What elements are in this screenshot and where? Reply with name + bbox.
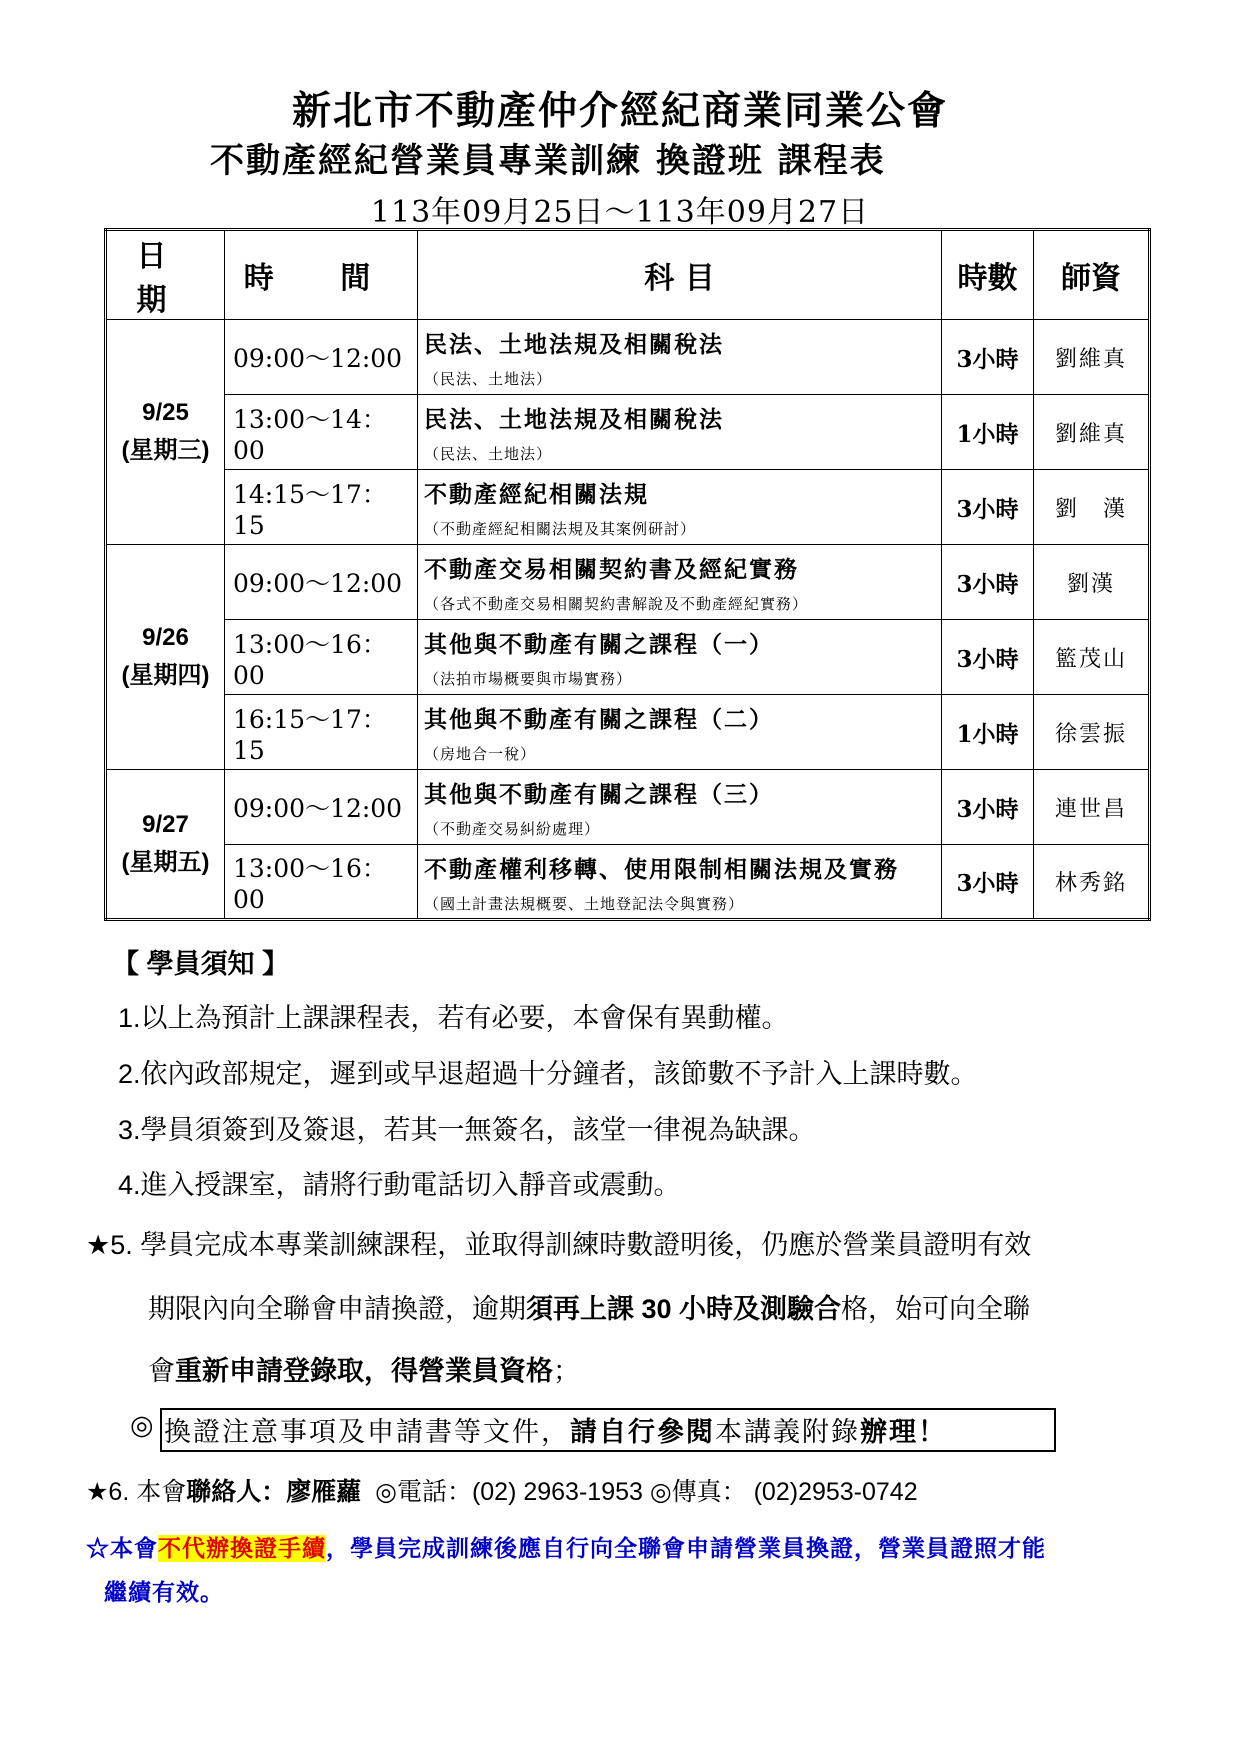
time-cell: 16:15～17：15 (225, 695, 418, 770)
time-cell: 13:00～14：00 (225, 395, 418, 470)
header-teacher: 師資 (1034, 230, 1150, 320)
header-date: 日 期 (106, 230, 225, 320)
notice-item: 2.依內政部規定，遲到或早退超過十分鐘者，該節數不予計入上課時數。 (118, 1059, 978, 1089)
time-cell: 13:00～16：00 (225, 845, 418, 920)
footer-highlight: 不代辦換證手續 (158, 1535, 326, 1562)
teacher-cell: 籃茂山 (1034, 620, 1150, 695)
notice-item: 1.以上為預計上課課程表，若有必要，本會保有異動權。 (118, 1003, 789, 1033)
subject-cell: 不動產權利移轉、使用限制相關法規及實務 （國土計畫法規概要、土地登記法令與實務） (418, 845, 942, 920)
notice-item: 3.學員須簽到及簽退，若其一無簽名，該堂一律視為缺課。 (118, 1115, 816, 1145)
notice-item: 4.進入授課室，請將行動電話切入靜音或震動。 (118, 1170, 681, 1200)
table-row (106, 845, 1150, 920)
day-cell: 9/27 (星期五) (106, 770, 225, 920)
hours-cell: 1小時 (942, 395, 1034, 470)
teacher-cell: 林秀銘 (1034, 845, 1150, 920)
table-row (106, 620, 1150, 695)
subject-cell: 不動產交易相關契約書及經紀實務 （各式不動產交易相關契約書解說及不動產經紀實務） (418, 545, 942, 620)
time-cell: 09:00～12:00 (225, 320, 418, 395)
teacher-cell: 連世昌 (1034, 770, 1150, 845)
circle-bullet: ◎ (130, 1410, 154, 1440)
table-row (106, 395, 1150, 470)
time-cell: 14:15～17：15 (225, 470, 418, 545)
notice-item-5-line3: 會重新申請登錄取，得營業員資格； (148, 1356, 580, 1386)
table-header-row (106, 230, 1150, 320)
teacher-cell: 劉 漢 (1034, 470, 1150, 545)
table-row (106, 320, 1150, 395)
table-row (106, 695, 1150, 770)
teacher-cell: 劉維真 (1034, 395, 1150, 470)
day-cell: 9/26 (星期四) (106, 545, 225, 770)
course-dates: 113年09月25日～113年09月27日 (370, 195, 870, 230)
table-row (106, 470, 1150, 545)
reference-box-text: 換證注意事項及申請書等文件，請自行參閱本講義附錄辦理！ (164, 1417, 947, 1447)
contact-line: ★6. 本會聯絡人：廖雁蘿 ◎電話：(02) 2963-1953 ◎傳真： (02)2953-0742 (86, 1478, 918, 1506)
hours-cell: 1小時 (942, 695, 1034, 770)
teacher-cell: 劉漢 (1034, 545, 1150, 620)
day-cell: 9/25 (星期三) (106, 320, 225, 545)
header-time: 時 間 (225, 230, 418, 320)
hours-cell: 3小時 (942, 470, 1034, 545)
subject-cell: 民法、土地法規及相關稅法 （民法、土地法） (418, 395, 942, 470)
notice-item-5-line1: ★5. 學員完成本專業訓練課程，並取得訓練時數證明後，仍應於營業員證明有效 (86, 1230, 1032, 1260)
hours-cell: 3小時 (942, 545, 1034, 620)
schedule-table (104, 228, 1151, 921)
teacher-cell: 劉維真 (1034, 320, 1150, 395)
teacher-cell: 徐雲振 (1034, 695, 1150, 770)
hours-cell: 3小時 (942, 620, 1034, 695)
notice-title: 【 學員須知 】 (112, 949, 290, 979)
header-hours: 時數 (942, 230, 1034, 320)
table-row (106, 545, 1150, 620)
notice-item-5-line2: 期限內向全聯會申請換證，逾期須再上課 30 小時及測驗合格，始可向全聯 (148, 1294, 1031, 1324)
course-title: 不動產經紀營業員專業訓練 換證班 課程表 (210, 141, 886, 181)
hours-cell: 3小時 (942, 845, 1034, 920)
footer-note-line2: 繼續有效。 (104, 1579, 224, 1606)
hours-cell: 3小時 (942, 320, 1034, 395)
footer-note: ☆本會不代辦換證手續，學員完成訓練後應自行向全聯會申請營業員換證，營業員證照才能 (86, 1535, 1046, 1562)
hours-cell: 3小時 (942, 770, 1034, 845)
subject-cell: 其他與不動產有關之課程（一） （法拍市場概要與市場實務） (418, 620, 942, 695)
table-row (106, 770, 1150, 845)
subject-cell: 其他與不動產有關之課程（二） （房地合一稅） (418, 695, 942, 770)
time-cell: 09:00～12:00 (225, 545, 418, 620)
subject-cell: 不動產經紀相關法規 （不動產經紀相關法規及其案例研討） (418, 470, 942, 545)
subject-cell: 其他與不動產有關之課程（三） （不動產交易糾紛處理） (418, 770, 942, 845)
org-title: 新北市不動產仲介經紀商業同業公會 (291, 88, 948, 134)
time-cell: 09:00～12:00 (225, 770, 418, 845)
time-cell: 13:00～16：00 (225, 620, 418, 695)
header-subject: 科 目 (418, 230, 942, 320)
subject-cell: 民法、土地法規及相關稅法 （民法、土地法） (418, 320, 942, 395)
